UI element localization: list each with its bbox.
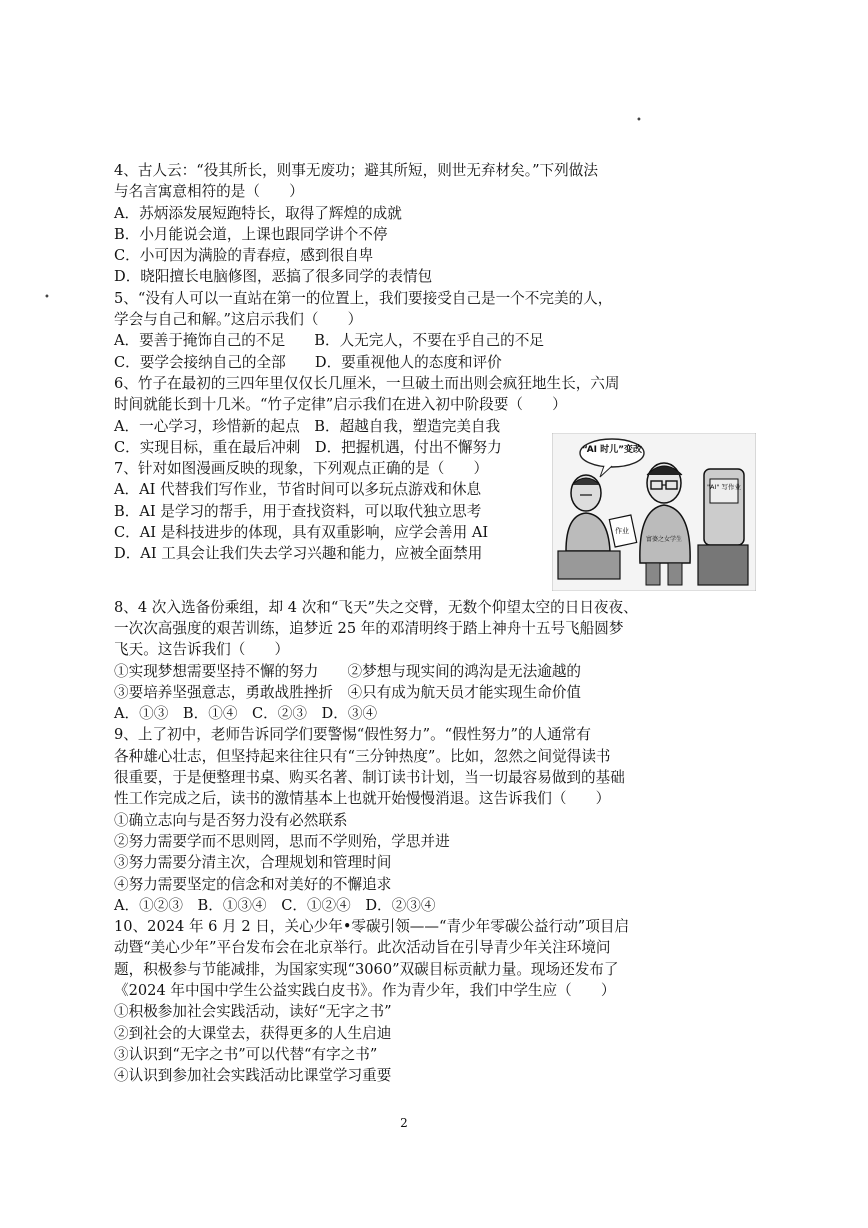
q8-line-3: 飞天。这告诉我们（ ） <box>114 641 290 659</box>
shirt-text: 富婆之女学生 <box>645 536 683 543</box>
q7-option-a: A．AI 代替我们写作业，节省时间可以多玩点游戏和休息 <box>114 481 482 499</box>
q9-statement-3: ③努力需要分清主次，合理规划和管理时间 <box>114 854 392 872</box>
q6-options-cd: C．实现目标，重在最后冲刺 D．把握机遇，付出不懈努力 <box>114 438 502 456</box>
question-text-block <box>114 160 674 1086</box>
q6-options-ab: A．一心学习，珍惜新的起点 B．超越自我，塑造完美自我 <box>114 417 501 435</box>
q7-line-1: 7、针对如图漫画反映的现象，下列观点正确的是（ ） <box>114 460 489 478</box>
q10-statement-2: ②到社会的大课堂去，获得更多的人生启迪 <box>114 1024 392 1042</box>
q6-line-2: 时间就能长到十几米。“竹子定律”启示我们在进入初中阶段要（ ） <box>114 396 567 414</box>
q8-statements-34: ③要培养坚强意志，勇敢战胜挫折 ④只有成为航天员才能实现生命价值 <box>114 683 582 701</box>
sign-text: "AI" 写作业 <box>707 483 741 491</box>
q9-line-2: 各种雄心壮志，但坚持起来往往只有“三分钟热度”。比如，忽然之间觉得读书 <box>114 747 611 765</box>
q8-line-1: 8、4 次入选备份乘组，却 4 次和“飞天”失之交臂，无数个仰望太空的日日夜夜、 <box>114 598 638 616</box>
q10-line-4: 《2024 年中国中学生公益实践白皮书》。作为青少年，我们中学生应（ ） <box>114 981 616 999</box>
ai-machine <box>698 469 748 585</box>
paper-text: 作业 <box>615 527 629 535</box>
q5-options-ab: A．要善于掩饰自己的不足 B．人无完人，不要在乎自己的不足 <box>114 332 544 350</box>
q10-statement-4: ④认识到参加社会实践活动比课堂学习重要 <box>114 1067 392 1085</box>
q9-statement-4: ④努力需要坚定的信念和对美好的不懈追求 <box>114 875 392 893</box>
q4-option-d: D．晓阳擅长电脑修图，恶搞了很多同学的表情包 <box>114 268 433 286</box>
q7-option-c: C．AI 是科技进步的体现，具有双重影响，应学会善用 AI <box>114 524 489 542</box>
q9-statement-2: ②努力需要学而不思则罔，思而不学则殆，学思并进 <box>114 832 450 850</box>
q5-line-1: 5、“没有人可以一直站在第一的位置上，我们要接受自己是一个不完美的人， <box>114 289 613 307</box>
q10-line-1: 10、2024 年 6 月 2 日，关心少年•零碳引领——“青少年零碳公益行动”项目启 <box>114 918 630 936</box>
q8-line-2: 一次次高强度的艰苦训练，追梦近 25 年的邓清明终于踏上神舟十五号飞船圆梦 <box>114 619 624 637</box>
scan-mark: • <box>44 292 50 303</box>
scan-mark: • <box>636 115 642 126</box>
q6-line-1: 6、竹子在最初的三四年里仅仅长几厘米，一旦破土而出则会疯狂地生长，六周 <box>114 374 620 392</box>
q9-line-4: 性工作完成之后，读书的激情基本上也就开始慢慢消退。这告诉我们（ ） <box>114 790 611 808</box>
q9-line-3: 很重要，于是便整理书桌、购买名著、制订读书计划，当一切最容易做到的基础 <box>114 769 625 787</box>
q4-option-b: B．小月能说会道，上课也跟同学讲个不停 <box>114 225 388 243</box>
q4-line-2: 与名言寓意相符的是（ ） <box>114 183 304 201</box>
q4-line-1: 4、古人云：“役其所长，则事无废功；避其所短，则世无弃材矣。”下列做法 <box>114 162 598 179</box>
bubble-text: “AI 时儿”变改 <box>581 445 643 455</box>
q5-options-cd: C．要学会接纳自己的全部 D．要重视他人的态度和评价 <box>114 353 502 371</box>
q5-line-2: 学会与自己和解。”这启示我们（ ） <box>114 311 363 329</box>
q4-option-a: A．苏炳添发展短跑特长，取得了辉煌的成就 <box>114 204 402 222</box>
q9-line-1: 9、上了初中，老师告诉同学们要警惕“假性努力”。“假性努力”的人通常有 <box>114 726 591 744</box>
q7-option-d: D．AI 工具会让我们失去学习兴趣和能力，应被全面禁用 <box>114 545 483 563</box>
q10-line-2: 动暨“美心少年”平台发布会在北京举行。此次活动旨在引导青少年关注环境问 <box>114 939 611 957</box>
page-number: 2 <box>400 1116 408 1130</box>
q4-option-c: C．小可因为满脸的青春痘，感到很自卑 <box>114 247 374 265</box>
q10-statement-3: ③认识到“无字之书”可以代替“有字之书” <box>114 1045 378 1063</box>
q9-answer-options: A．①②③ B．①③④ C．①②④ D．②③④ <box>114 896 436 914</box>
q7-option-b: B．AI 是学习的帮手，用于查找资料，可以取代独立思考 <box>114 502 482 520</box>
q8-answer-options: A．①③ B．①④ C．②③ D．③④ <box>114 705 378 723</box>
ai-homework-cartoon <box>552 433 756 591</box>
q8-statements-12: ①实现梦想需要坚持不懈的努力 ②梦想与现实间的鸿沟是无法逾越的 <box>114 662 582 680</box>
q10-line-3: 题，积极参与节能减排，为国家实现“3060”双碳目标贡献力量。现场还发布了 <box>114 960 619 978</box>
q9-statement-1: ①确立志向与是否努力没有必然联系 <box>114 811 348 829</box>
q10-statement-1: ①积极参加社会实践活动，读好“无字之书” <box>114 1003 392 1021</box>
